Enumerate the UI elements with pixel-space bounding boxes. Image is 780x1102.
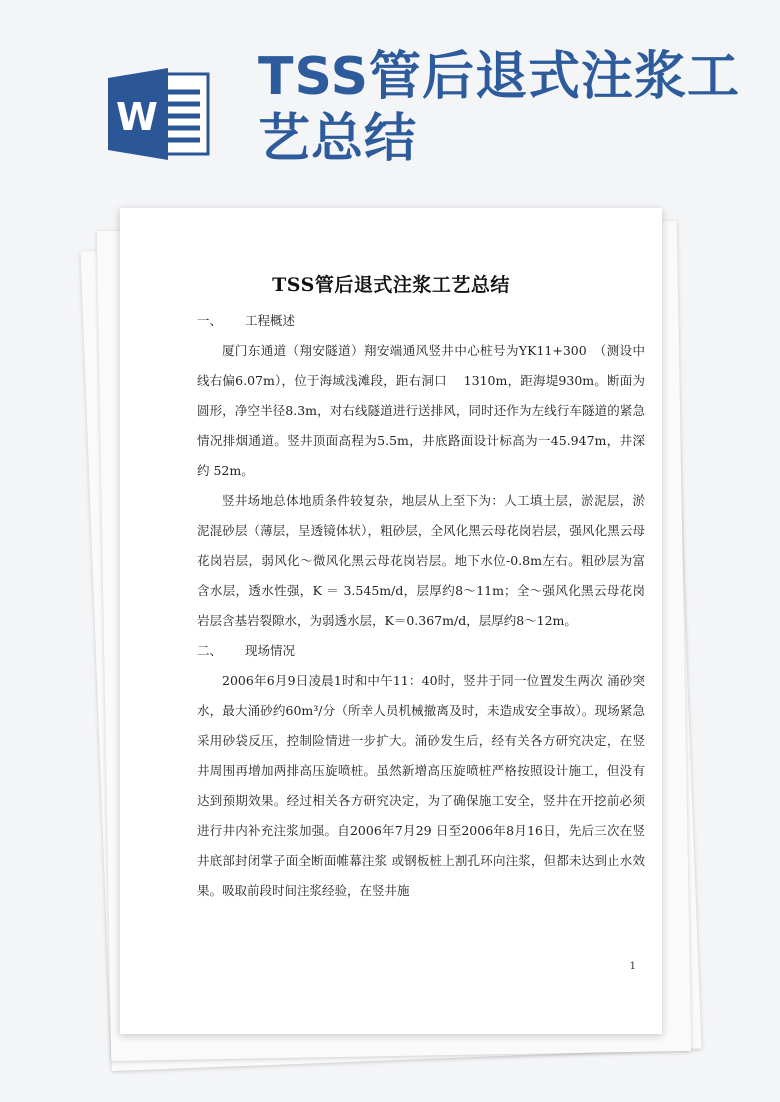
document-page [120,208,662,1034]
paragraph: 2006年6月9日凌晨1时和中午11：40时，竖井于同一位置发生两次 涌砂突水，最大涌砂约60m³/分（所幸人员机械撤离及时，未造成安全事故）。现场紧急采用砂袋反压，控制险情进一步扩大。涌砂发生后，经有关各方研究决定，在竖井周围再增加两排高压旋喷桩。虽然新增高压旋喷桩严格按照设计施工，但没有达到预期效果。经过相关各方研究决定，为了确保施工安全，竖井在开挖前必须进行井内补充注浆加强。自2006年7月29 日至2006年8月16日，先后三次在竖井底部封闭掌子面全断面帷幕注浆 或钢板桩上割孔环向注浆，但都未达到止水效果。吸取前段时间注浆经验，在竖井施 [197,673,645,898]
section-heading [197,306,645,336]
banner-title: TSS管后退式注浆工艺总结 [258,47,741,169]
section-title: 工程概述 [244,313,295,328]
document-body [197,306,645,906]
paragraph: 厦门东通道（翔安隧道）翔安端通风竖井中心桩号为YK11+300 （测设中线右偏6.07m），位于海域浅滩段，距右洞口 1310m，距海堤930m。断面为圆形，净空半径8.3m，对右线隧道进行送排风，同时还作为左线行车隧道的紧急情况排烟通道。竖井顶面高程为5.5m，井底路面设计标高为一45.947m，井深约 52m。 [197,343,645,478]
paragraph: 竖井场地总体地质条件较复杂，地层从上至下为：人工填土层，淤泥层，淤泥混砂层（薄层，呈透镜体状），粗砂层，全风化黑云母花岗岩层，强风化黑云母花岗岩层，弱风化～微风化黑云母花岗岩层。地下水位-0.8m左右。粗砂层为富含水层，透水性强，K ＝ 3.545m/d，层厚约8～11m；全～强风化黑云母花岗岩层含基岩裂隙水，为弱透水层，K＝0.367m/d，层厚约8～12m。 [197,493,645,628]
section-heading [197,636,645,666]
page-number: 1 [629,961,636,972]
section-number: 二、 [197,643,223,658]
section-number: 一、 [197,313,223,328]
section-title: 现场情况 [244,643,295,658]
document-title: TSS管后退式注浆工艺总结 [272,274,510,296]
word-logo-letter: W [116,95,158,139]
word-document-icon [108,66,212,162]
